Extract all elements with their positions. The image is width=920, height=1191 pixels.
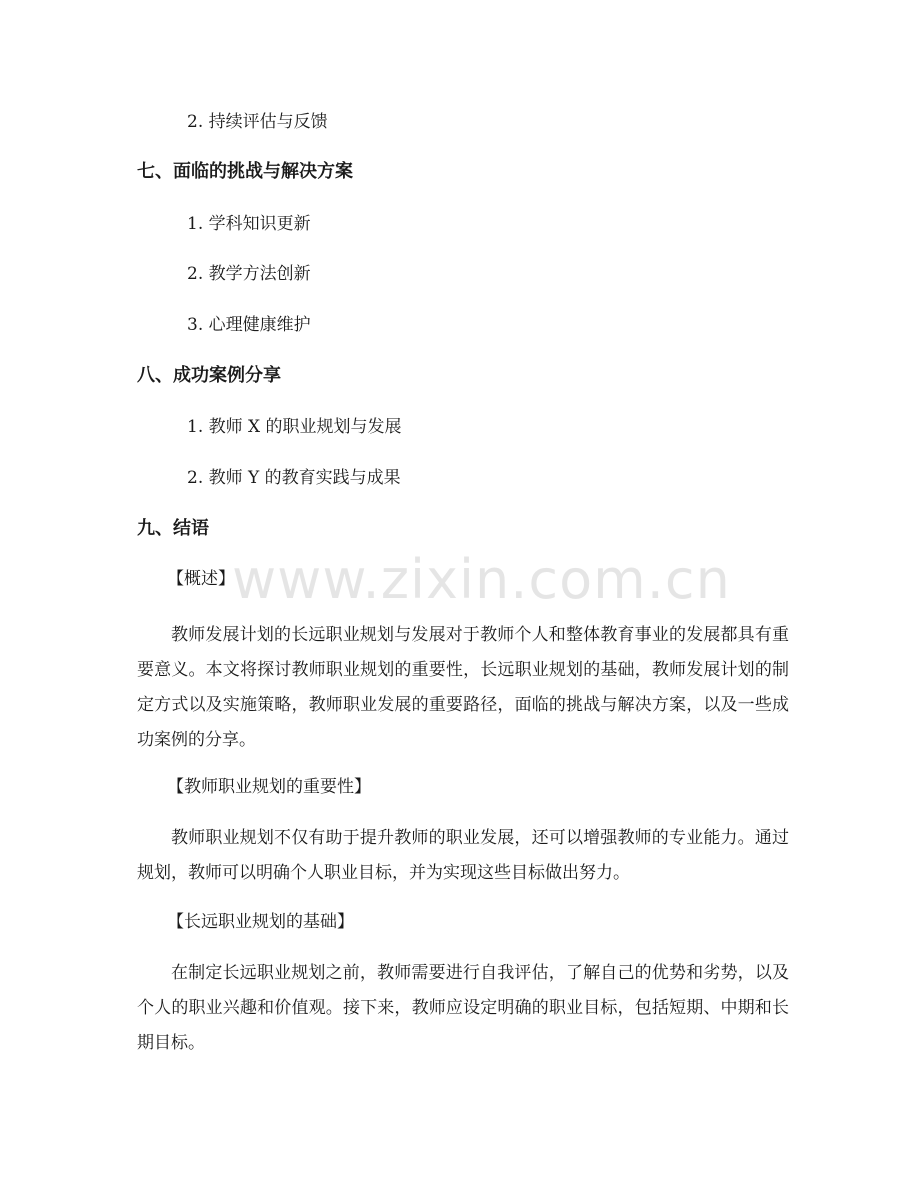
list-item: 2. 教师 Y 的教育实践与成果: [187, 468, 401, 488]
section-heading-7: 七、面临的挑战与解决方案: [137, 161, 353, 182]
section-heading-8: 八、成功案例分享: [137, 365, 281, 386]
list-item: 2. 持续评估与反馈: [187, 112, 328, 132]
overview-paragraph: 教师发展计划的长远职业规划与发展对于教师个人和整体教育事业的发展都具有重要意义。本文将探讨教师职业规划的重要性，长远职业规划的基础，教师发展计划的制定方式以及实施策略，教师职业发展的重要路径，面临的挑战与解决方案，以及一些成功案例的分享。: [137, 625, 789, 750]
basis-paragraph: 在制定长远职业规划之前，教师需要进行自我评估，了解自己的优势和劣势，以及个人的职业兴趣和价值观。接下来，教师应设定明确的职业目标，包括短期、中期和长期目标。: [137, 963, 789, 1053]
section-heading-9: 九、结语: [137, 518, 209, 539]
watermark: www.zixin.com.cn: [232, 548, 731, 611]
list-item: 1. 教师 X 的职业规划与发展: [187, 417, 402, 437]
list-item: 2. 教学方法创新: [187, 264, 311, 284]
basis-label: 【长远职业规划的基础】: [167, 912, 354, 932]
list-item: 1. 学科知识更新: [187, 214, 311, 234]
overview-label: 【概述】: [167, 569, 235, 589]
list-item: 3. 心理健康维护: [187, 315, 311, 335]
importance-paragraph: 教师职业规划不仅有助于提升教师的职业发展，还可以增强教师的专业能力。通过规划，教师可以明确个人职业目标，并为实现这些目标做出努力。: [137, 828, 789, 883]
importance-label: 【教师职业规划的重要性】: [167, 777, 371, 797]
